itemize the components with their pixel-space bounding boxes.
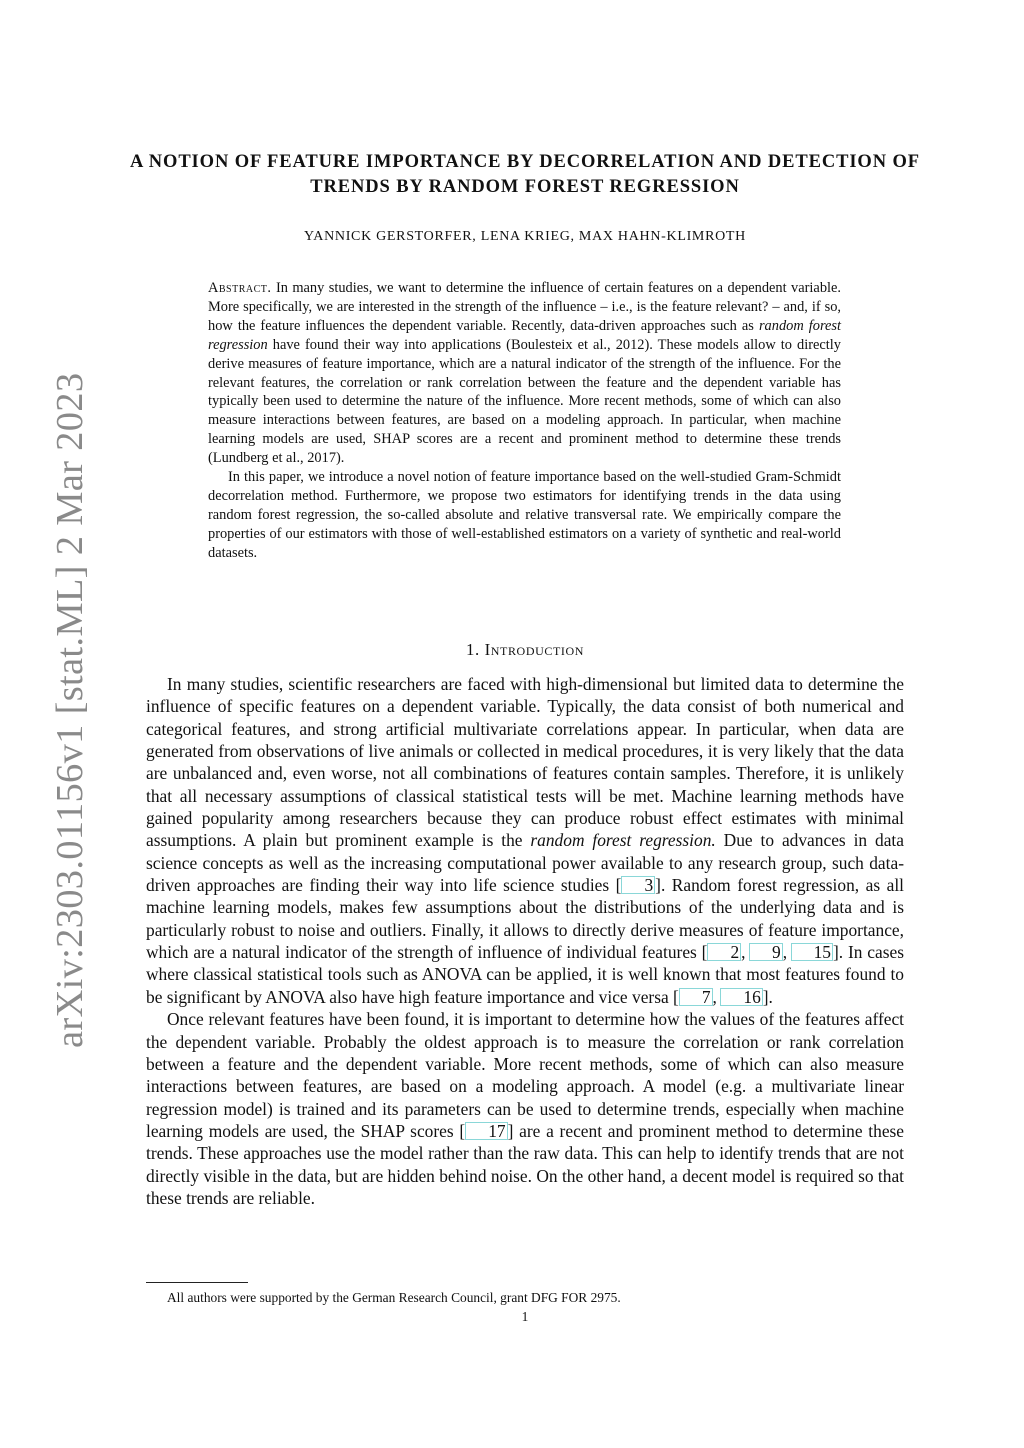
arxiv-identifier-stamp: arXiv:2303.01156v1 [stat.ML] 2 Mar 2023	[49, 372, 91, 1048]
author-list: YANNICK GERSTORFER, LENA KRIEG, MAX HAHN-KLIMROTH	[304, 229, 746, 244]
section-number: 1.	[465, 640, 480, 659]
citation-link[interactable]: 17	[465, 1122, 507, 1140]
citation-link[interactable]: 2	[707, 943, 741, 961]
citation-link[interactable]: 15	[791, 943, 833, 961]
citation-link[interactable]: 9	[749, 943, 783, 961]
intro-paragraph-1: In many studies, scientific researchers are faced with high-dimensional but limited data to determine the influence of specific features on a dependent variable. Typically, the data consist of both numerical and categorical features, and strong artificial multivariate correlations appear. In particular, when data are generated from observations of live animals or collected in medical procedures, it is very likely that the data are unbalanced and, even worse, not all combinations of features contain samples. Therefore, it is unlikely that all necessary assumptions of classical statistical tests will be met. Machine learning methods have gained popularity among researchers because they can produce robust effect estimates with minimal assumptions. A plain but prominent example is the random forest regression. Due to advances in data science concepts as well as the increasing computational power available to any research group, such data-driven approaches are finding their way into life science studies [ 3 ]. Random forest regression, as all machine learning models, makes few assumptions about the distributions of the underlying data and is particularly robust to noise and outliers. Finally, it allows to directly derive measures of feature importance, which are a natural indicator of the strength of influence of individual features [ 2 , 9 , 15 ]. In cases where classical statistical tools such as ANOVA can be applied, it is well known that most features found to be significant by ANOVA also have high feature importance and vice versa [ 7 , 16 ].	[146, 674, 904, 1007]
citation-link[interactable]: 7	[679, 988, 713, 1006]
abstract-paragraph-1: Abstract. In many studies, we want to determine the influence of certain features on a dependent variable. More specifically, we are interested in the strength of the influence – i.e., is the feature relevant? – and, if so, how the feature influences the dependent variable. Recently, data-driven approaches such as random forest regression have found their way into applications (Boulesteix et al., 2012). These models allow to directly derive measures of feature importance, which are a natural indicator of the strength of the influence. For the relevant features, the correlation or rank correlation between the feature and the dependent variable has typically been used to determine the nature of the influence. More recent methods, some of which can also measure interactions between features, are based on a modeling approach. In particular, when machine learning models are used, SHAP scores are a recent and prominent method to determine these trends (Lundberg et al., 2017).	[208, 280, 842, 467]
citation-link[interactable]: 3	[621, 876, 655, 894]
abstract-label: Abstract.	[208, 280, 272, 296]
section-heading	[130, 640, 920, 660]
footnote-rule	[146, 1282, 248, 1283]
citation-link[interactable]: 16	[720, 988, 762, 1006]
footnote: All authors were supported by the German Research Council, grant DFG FOR 2975.	[167, 1290, 621, 1305]
section-title: Introduction	[484, 640, 585, 659]
introduction-body	[146, 673, 904, 1209]
emphasis-text: random forest regression.	[530, 830, 716, 851]
abstract-paragraph-2: In this paper, we introduce a novel notion of feature importance based on the well-studied Gram-Schmidt decorrelation method. Furthermore, we propose two estimators for identifying trends in the data using random forest regression, the so-called absolute and relative transversal rate. We empirically compare the properties of our estimators with those of well-established estimators on a variety of synthetic and real-world datasets.	[208, 469, 841, 561]
emphasis-text: random forest regression	[208, 317, 842, 353]
intro-paragraph-2: Once relevant features have been found, it is important to determine how the values of the features affect the dependent variable. Probably the oldest approach is to measure the correlation or rank correlation between a feature and the dependent variable. More recent methods, some of which can also measure interactions between features, are based on a modeling approach. A model (e.g. a multivariate linear regression model) is trained and its parameters can be used to determine trends, especially when machine learning models are used, the SHAP scores [ 17 ] are a recent and prominent method to determine these trends. These approaches use the model rather than the raw data. This can help to identify trends that are not directly visible in the data, but are hidden behind noise. On the other hand, a decent model is required so that these trends are reliable.	[146, 1009, 905, 1208]
abstract	[208, 279, 841, 563]
page-number: 1	[521, 1309, 529, 1324]
paper-title: A NOTION OF FEATURE IMPORTANCE BY DECORRELATION AND DETECTION OF TRENDS BY RANDOM FOREST REGRESSION	[130, 152, 920, 197]
